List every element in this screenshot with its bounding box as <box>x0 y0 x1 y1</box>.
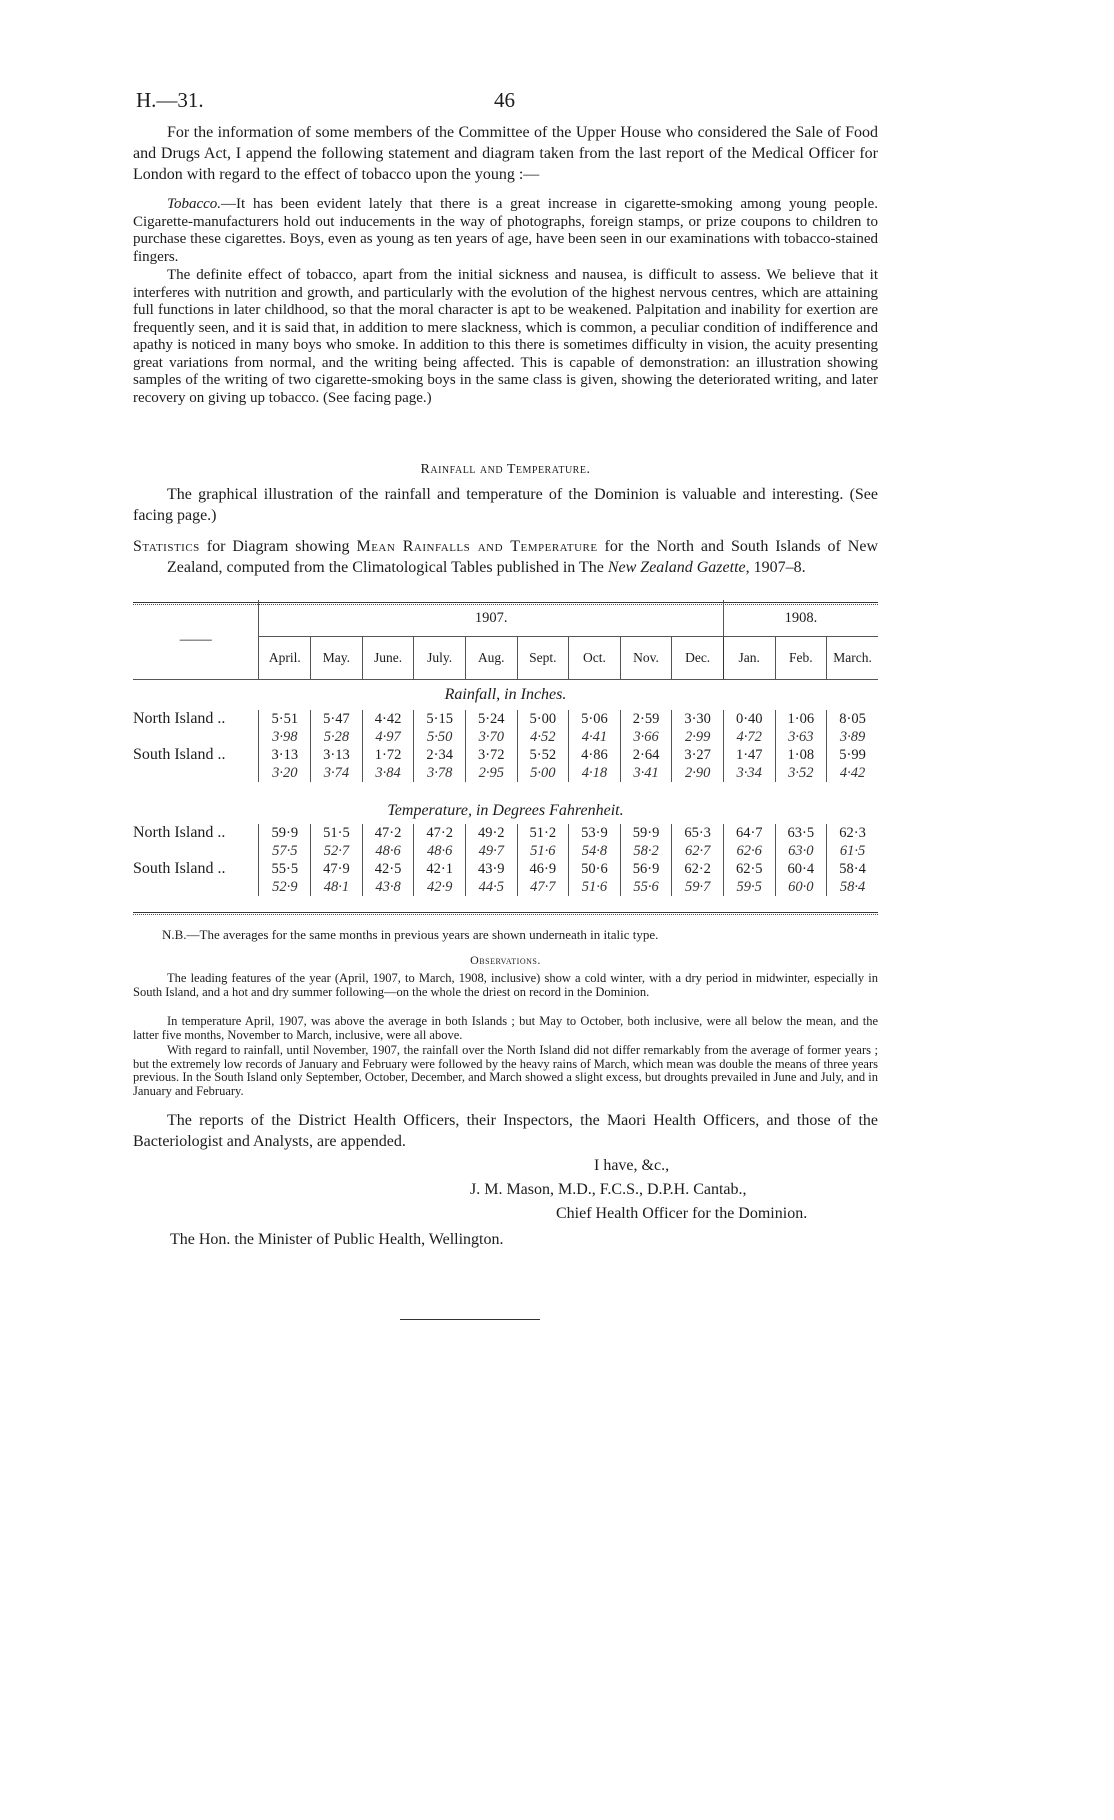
value-cell: 62·2 <box>672 860 724 878</box>
rainfall-rows <box>133 710 878 782</box>
value-cell: 55·5 <box>259 860 311 878</box>
value-cell: 64·7 <box>723 824 775 842</box>
month-header: Aug. <box>465 637 517 680</box>
table-row <box>133 710 878 728</box>
value-cell: 58·4 <box>827 860 878 878</box>
previous-average-cell: 52·7 <box>311 842 363 860</box>
month-header: Jan. <box>723 637 775 680</box>
table-row <box>133 824 878 842</box>
report-reference: H.—31. <box>136 88 204 112</box>
value-cell: 51·2 <box>517 824 569 842</box>
value-cell: 0·40 <box>723 710 775 728</box>
previous-average-cell: 49·7 <box>465 842 517 860</box>
statistics-text-3: , 1907–8. <box>745 559 806 576</box>
previous-average-cell: 3·20 <box>259 764 311 782</box>
observations-p3: With regard to rainfall, until November, 1907, the rainfall over the North Island did not differ remarkably from the average of former years ; but the extremely low records of January and February were followed by the heavy rains of March, which mean was double the means of three years previous. In the South Island only September, October, December, and March showed a slight excess, but droughts prevailed in June and July, and in January and February. <box>133 1043 878 1098</box>
previous-average-cell: 63·0 <box>775 842 827 860</box>
value-cell: 5·52 <box>517 746 569 764</box>
statistics-lead: Statistics <box>133 538 200 555</box>
month-header: June. <box>362 637 414 680</box>
intro-paragraph: For the information of some members of the Committee of the Upper House who considered the Sale of Food and Drugs Act, I append the following statement and diagram taken from the last report of the Medical Officer for London with regard to the effect of tobacco upon the young :— <box>133 124 878 183</box>
observations-p2: In temperature April, 1907, was above the average in both Islands ; but May to October, both inclusive, were all below the mean, and the latter five months, November to March, inclusive, were all above. <box>133 1014 878 1042</box>
row-label: North Island .. <box>133 824 226 841</box>
value-cell: 5·51 <box>259 710 311 728</box>
year-1908: 1908. <box>723 600 878 637</box>
table-row <box>133 746 878 764</box>
previous-average-cell: 3·34 <box>723 764 775 782</box>
month-header: July. <box>414 637 466 680</box>
previous-average-cell: 62·7 <box>672 842 724 860</box>
previous-average-cell: 4·52 <box>517 728 569 746</box>
value-cell: 5·06 <box>569 710 621 728</box>
previous-average-cell: 3·78 <box>414 764 466 782</box>
row-label: South Island .. <box>133 860 226 877</box>
previous-average-cell: 54·8 <box>569 842 621 860</box>
table-spacer <box>133 896 878 910</box>
row-label-empty <box>133 878 259 896</box>
previous-average-cell: 57·5 <box>259 842 311 860</box>
value-cell: 50·6 <box>569 860 621 878</box>
value-cell: 8·05 <box>827 710 878 728</box>
previous-average-cell: 3·41 <box>620 764 672 782</box>
value-cell: 65·3 <box>672 824 724 842</box>
table-row-previous <box>133 842 878 860</box>
table-bottom-rule-2 <box>133 914 878 915</box>
previous-average-cell: 3·63 <box>775 728 827 746</box>
statistics-caption <box>133 536 878 578</box>
value-cell: 49·2 <box>465 824 517 842</box>
previous-average-cell: 5·28 <box>311 728 363 746</box>
previous-average-cell: 4·72 <box>723 728 775 746</box>
previous-average-cell: 4·42 <box>827 764 878 782</box>
value-cell: 63·5 <box>775 824 827 842</box>
table-row-previous <box>133 728 878 746</box>
month-header: March. <box>827 637 878 680</box>
value-cell: 3·13 <box>311 746 363 764</box>
previous-average-cell: 43·8 <box>362 878 414 896</box>
previous-average-cell: 52·9 <box>259 878 311 896</box>
previous-average-cell: 58·2 <box>620 842 672 860</box>
rainfall-section-heading: Rainfall, in Inches. <box>444 686 567 703</box>
tobacco-paragraph-1-text: —It has been evident lately that there is a great increase in cigarette-smoking among young people. Cigarette-manufacturers hold out inducements in the way of photographs, foreign stamps, or prize coupons to children to purchase these cigarettes. Boys, even as young as ten years of age, have been seen in our examinations with tobacco-stained fingers. <box>133 196 878 265</box>
previous-average-cell: 51·6 <box>569 878 621 896</box>
previous-average-cell: 3·70 <box>465 728 517 746</box>
value-cell: 47·9 <box>311 860 363 878</box>
value-cell: 47·2 <box>414 824 466 842</box>
value-cell: 5·47 <box>311 710 363 728</box>
month-header: Oct. <box>569 637 621 680</box>
value-cell: 1·47 <box>723 746 775 764</box>
observations-heading: Observations. <box>470 953 541 967</box>
previous-average-cell: 2·99 <box>672 728 724 746</box>
value-cell: 60·4 <box>775 860 827 878</box>
rainfall-paragraph: The graphical illustration of the rainfall and temperature of the Dominion is valuable and interesting. (See facing page.) <box>133 486 878 524</box>
value-cell: 3·13 <box>259 746 311 764</box>
value-cell: 53·9 <box>569 824 621 842</box>
signoff-name-text: J. M. Mason, M.D., F.C.S., D.P.H. Cantab., <box>470 1181 747 1198</box>
previous-average-cell: 62·6 <box>723 842 775 860</box>
value-cell: 42·1 <box>414 860 466 878</box>
previous-average-cell: 60·0 <box>775 878 827 896</box>
value-cell: 62·3 <box>827 824 878 842</box>
value-cell: 2·34 <box>414 746 466 764</box>
temperature-section-heading: Temperature, in Degrees Fahrenheit. <box>387 802 624 819</box>
value-cell: 5·15 <box>414 710 466 728</box>
value-cell: 3·72 <box>465 746 517 764</box>
value-cell: 1·08 <box>775 746 827 764</box>
temperature-rows <box>133 824 878 896</box>
previous-average-cell: 3·98 <box>259 728 311 746</box>
previous-average-cell: 3·66 <box>620 728 672 746</box>
previous-average-cell: 59·7 <box>672 878 724 896</box>
value-cell: 42·5 <box>362 860 414 878</box>
value-cell: 47·2 <box>362 824 414 842</box>
previous-average-cell: 47·7 <box>517 878 569 896</box>
value-cell: 5·99 <box>827 746 878 764</box>
previous-average-cell: 48·6 <box>362 842 414 860</box>
tobacco-label: Tobacco. <box>167 196 222 212</box>
month-header: Dec. <box>672 637 724 680</box>
row-label-empty <box>133 842 259 860</box>
value-cell: 59·9 <box>259 824 311 842</box>
signoff-name <box>470 1180 747 1200</box>
previous-average-cell: 2·95 <box>465 764 517 782</box>
value-cell: 4·86 <box>569 746 621 764</box>
value-cell: 2·59 <box>620 710 672 728</box>
month-header: Feb. <box>775 637 827 680</box>
previous-average-cell: 2·90 <box>672 764 724 782</box>
value-cell: 43·9 <box>465 860 517 878</box>
value-cell: 3·27 <box>672 746 724 764</box>
statistics-text-2: for the North and South Islands of New Zealand, computed from the Climatological Tables published in The <box>167 538 879 576</box>
previous-average-cell: 42·9 <box>414 878 466 896</box>
value-cell: 1·06 <box>775 710 827 728</box>
previous-average-cell: 55·6 <box>620 878 672 896</box>
previous-average-cell: 5·50 <box>414 728 466 746</box>
value-cell: 62·5 <box>723 860 775 878</box>
row-label-empty <box>133 764 259 782</box>
closing-paragraph: The reports of the District Health Officers, their Inspectors, the Maori Health Officers, and those of the Bacteriologist and Analysts, are appended. <box>133 1112 878 1150</box>
row-label: South Island .. <box>133 746 226 763</box>
previous-average-cell: 48·6 <box>414 842 466 860</box>
row-label-empty <box>133 728 259 746</box>
value-cell: 46·9 <box>517 860 569 878</box>
table-row <box>133 860 878 878</box>
statistics-table <box>133 600 878 910</box>
previous-average-cell: 3·74 <box>311 764 363 782</box>
value-cell: 1·72 <box>362 746 414 764</box>
month-header: April. <box>259 637 311 680</box>
previous-average-cell: 4·18 <box>569 764 621 782</box>
tobacco-paragraph-2: The definite effect of tobacco, apart from the initial sickness and nausea, is difficult to assess. We believe that it interferes with nutrition and growth, and particularly with the evolution of the highest nervous centres, which are attaining full functions in later childhood, so that the moral character is apt to be weakened. Palpitation and inability for exertion are frequently seen, and it is said that, in addition to mere slackness, which is common, a peculiar condition of indifference and apathy is noticed in many boys who smoke. In addition to this there is sometimes difficulty in vision, the acuity presenting great variations from normal, and the writing being affected. This is capable of demonstration: an illustration showing samples of the writing of two cigarette-smoking boys in the same class is given, showing the deteriorated writing, and later recovery on giving up tobacco. (See facing page.) <box>133 267 878 406</box>
table-row-previous <box>133 878 878 896</box>
previous-average-cell: 44·5 <box>465 878 517 896</box>
page-number: 46 <box>494 88 515 112</box>
observations-p1: The leading features of the year (April, 1907, to March, 1908, inclusive) show a cold winter, with a dry period in midwinter, especially in South Island, and a hot and dry summer following—on the whole the driest on record in the Dominion. <box>133 971 878 999</box>
table-bottom-rule <box>133 912 878 913</box>
previous-average-cell: 5·00 <box>517 764 569 782</box>
previous-average-cell: 59·5 <box>723 878 775 896</box>
tobacco-paragraph-1 <box>133 196 878 266</box>
previous-average-cell: 61·5 <box>827 842 878 860</box>
value-cell: 2·64 <box>620 746 672 764</box>
statistics-text-1: for Diagram showing <box>199 538 357 555</box>
previous-average-cell: 51·6 <box>517 842 569 860</box>
previous-average-cell: 3·89 <box>827 728 878 746</box>
signoff-i-have: I have, &c., <box>594 1157 670 1174</box>
table-row-previous <box>133 764 878 782</box>
addressee: The Hon. the Minister of Public Health, Wellington. <box>170 1231 504 1248</box>
value-cell: 51·5 <box>311 824 363 842</box>
statistics-smallcaps: Mean Rainfalls and Temperature <box>356 538 598 555</box>
previous-average-cell: 3·52 <box>775 764 827 782</box>
month-header: May. <box>311 637 363 680</box>
nb-note: N.B.—The averages for the same months in previous years are shown underneath in italic type. <box>162 927 659 942</box>
signoff-title: Chief Health Officer for the Dominion. <box>556 1205 808 1222</box>
value-cell: 5·24 <box>465 710 517 728</box>
previous-average-cell: 4·97 <box>362 728 414 746</box>
end-rule <box>400 1319 540 1320</box>
value-cell: 59·9 <box>620 824 672 842</box>
previous-average-cell: 48·1 <box>311 878 363 896</box>
value-cell: 5·00 <box>517 710 569 728</box>
statistics-gazette: New Zealand Gazette <box>607 559 746 576</box>
rainfall-heading: Rainfall and Temperature. <box>420 462 591 477</box>
year-1907: 1907. <box>259 600 724 637</box>
month-header: Nov. <box>620 637 672 680</box>
previous-average-cell: 3·84 <box>362 764 414 782</box>
value-cell: 56·9 <box>620 860 672 878</box>
value-cell: 3·30 <box>672 710 724 728</box>
previous-average-cell: 4·41 <box>569 728 621 746</box>
previous-average-cell: 58·4 <box>827 878 878 896</box>
row-label: North Island .. <box>133 710 226 727</box>
month-header: Sept. <box>517 637 569 680</box>
table-corner: —— <box>133 600 259 680</box>
value-cell: 4·42 <box>362 710 414 728</box>
